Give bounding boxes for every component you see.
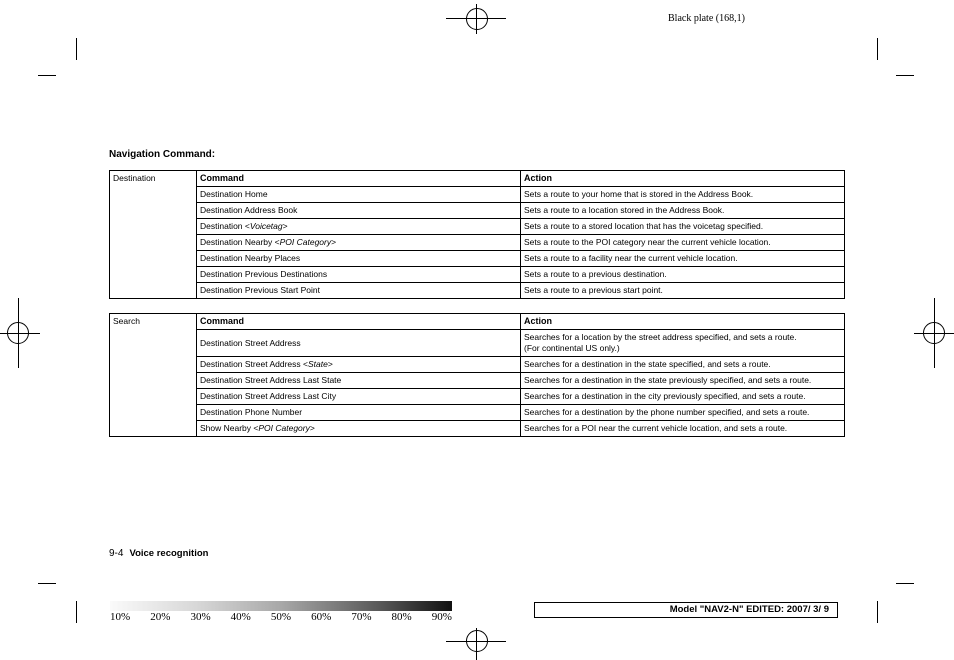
command-cell: Destination Home: [197, 187, 521, 203]
action-cell: Sets a route to a previous destination.: [521, 267, 845, 283]
command-text: Destination Nearby <: [200, 237, 280, 247]
command-cell: Destination Previous Destinations: [197, 267, 521, 283]
command-cell: Destination Street Address Last City: [197, 389, 521, 405]
table-row: [110, 267, 845, 283]
action-cell: Sets a route to a facility near the current vehicle location.: [521, 251, 845, 267]
scale-label: 50%: [270, 611, 292, 623]
section-heading: Navigation Command:: [109, 149, 216, 160]
page-footer: [109, 548, 208, 559]
table-row: [110, 330, 845, 357]
table-row: [110, 187, 845, 203]
table-row: [110, 251, 845, 267]
table-row: [110, 203, 845, 219]
scale-label: 70%: [351, 611, 372, 623]
page-number: 9-4: [109, 548, 124, 559]
action-cell: [521, 330, 845, 357]
action-line: Searches for a location by the street address specified, and sets a route.: [524, 332, 797, 342]
command-cell: [197, 421, 521, 437]
action-cell: Sets a route to the POI category near the current vehicle location.: [521, 235, 845, 251]
command-cell: Destination Street Address: [197, 330, 521, 357]
action-cell: Searches for a destination by the phone number specified, and sets a route.: [521, 405, 845, 421]
action-cell: Sets a route to your home that is stored in the Address Book.: [521, 187, 845, 203]
tone-scale-bar: [110, 601, 452, 611]
table-header-row: [110, 171, 845, 187]
command-text: >: [331, 237, 337, 247]
search-command-table: [109, 313, 845, 437]
table-row: [110, 373, 845, 389]
command-text: >: [309, 423, 315, 433]
table-row: [110, 219, 845, 235]
footer-section-title: Voice recognition: [129, 548, 209, 559]
action-column-header: Action: [521, 314, 845, 330]
command-param: State: [307, 359, 328, 369]
scale-label: 20%: [150, 611, 171, 623]
scale-label: 10%: [110, 611, 131, 623]
scale-label: 30%: [190, 611, 211, 623]
command-column-header: Command: [197, 314, 521, 330]
command-param: Voicetag: [249, 221, 283, 231]
action-cell: Sets a route to a previous start point.: [521, 283, 845, 299]
command-cell: [197, 357, 521, 373]
table-row: [110, 357, 845, 373]
scale-label: 60%: [311, 611, 332, 623]
scale-label: 40%: [230, 611, 251, 623]
destination-command-table: [109, 170, 845, 299]
command-text: Destination Street Address <: [200, 359, 308, 369]
action-cell: Sets a route to a stored location that has the voicetag specified.: [521, 219, 845, 235]
command-cell: Destination Street Address Last State: [197, 373, 521, 389]
command-cell: [197, 235, 521, 251]
action-cell: Searches for a POI near the current vehicle location, and sets a route.: [521, 421, 845, 437]
command-text: Destination <: [200, 221, 250, 231]
table-row: [110, 405, 845, 421]
tone-scale-labels: [110, 611, 452, 623]
command-cell: Destination Previous Start Point: [197, 283, 521, 299]
command-cell: Destination Address Book: [197, 203, 521, 219]
command-text: Show Nearby <: [200, 423, 259, 433]
command-param: POI Category: [279, 237, 332, 247]
action-cell: Searches for a destination in the city previously specified, and sets a route.: [521, 389, 845, 405]
command-cell: Destination Phone Number: [197, 405, 521, 421]
action-cell: Searches for a destination in the state previously specified, and sets a route.: [521, 373, 845, 389]
command-text: >: [327, 359, 333, 369]
action-cell: Sets a route to a location stored in the Address Book.: [521, 203, 845, 219]
command-text: >: [282, 221, 288, 231]
table-row: [110, 421, 845, 437]
model-edited-label: Model "NAV2-N" EDITED: 2007/ 3/ 9: [534, 602, 838, 618]
scale-label: 90%: [431, 611, 452, 623]
plate-label: Black plate (168,1): [668, 13, 745, 24]
category-cell: Destination: [110, 171, 197, 299]
table-row: [110, 283, 845, 299]
table-row: [110, 389, 845, 405]
action-cell: Searches for a destination in the state specified, and sets a route.: [521, 357, 845, 373]
category-cell: Search: [110, 314, 197, 437]
table-row: [110, 235, 845, 251]
command-column-header: Command: [197, 171, 521, 187]
scale-label: 80%: [391, 611, 412, 623]
command-cell: Destination Nearby Places: [197, 251, 521, 267]
command-param: POI Category: [258, 423, 310, 433]
table-header-row: [110, 314, 845, 330]
command-cell: [197, 219, 521, 235]
action-note: (For continental US only.): [524, 343, 620, 353]
action-column-header: Action: [521, 171, 845, 187]
